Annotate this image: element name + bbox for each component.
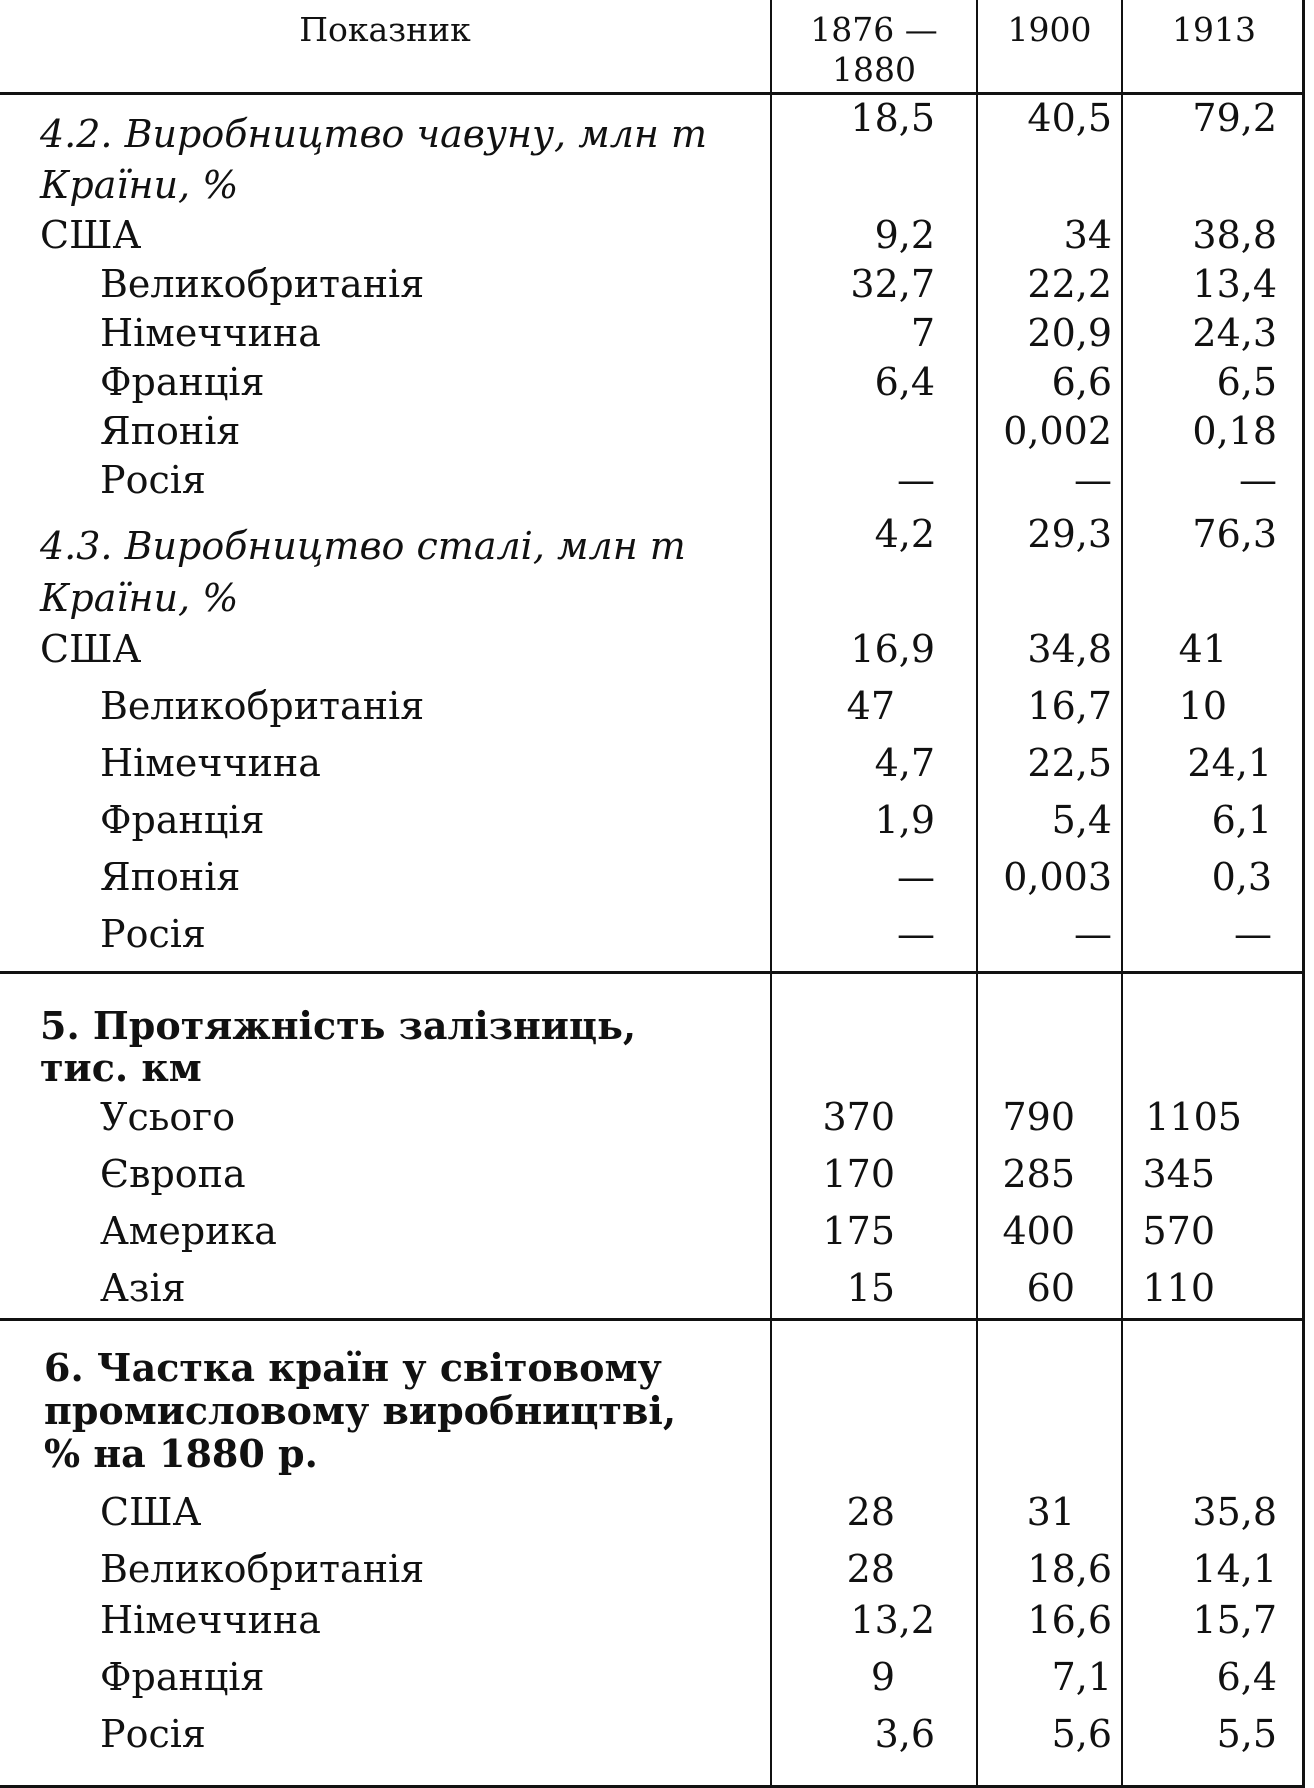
value-cell: 175 (822, 1209, 895, 1253)
table-row (0, 213, 1305, 265)
value-cell: 38,8 (1192, 213, 1277, 257)
value-cell: 3,6 (874, 1712, 935, 1756)
row-label: Японія (100, 855, 241, 899)
row-label: Азія (100, 1266, 186, 1310)
table-row (0, 684, 1305, 736)
value-cell: 28 (846, 1490, 895, 1534)
value-cell: 32,7 (850, 262, 935, 306)
section-title (44, 1346, 676, 1475)
value-cell: 13,2 (850, 1598, 935, 1642)
value-cell: — (1234, 912, 1272, 956)
value-cell: — (897, 458, 935, 502)
value-cell: 15 (846, 1266, 895, 1310)
table-row (0, 912, 1305, 964)
section-title-line1: 5. Протяжність залізниць, (40, 1003, 637, 1048)
table-row (0, 1266, 1305, 1318)
row-label: Росія (100, 912, 206, 956)
header-divider (0, 92, 1305, 95)
value-cell: 34 (1063, 213, 1112, 257)
value-cell: 22,2 (1027, 262, 1112, 306)
table-row (0, 360, 1305, 412)
value-cell: 60 (1026, 1266, 1075, 1310)
section-industrial-share-title-row (0, 1345, 1305, 1476)
value-cell: 345 (1142, 1152, 1215, 1196)
value-cell: 16,7 (1027, 684, 1112, 728)
value-cell: 7,1 (1051, 1655, 1112, 1699)
value-cell: 13,4 (1192, 262, 1277, 306)
value-cell: 400 (1002, 1209, 1075, 1253)
table-row (0, 1152, 1305, 1204)
value-cell: 15,7 (1192, 1598, 1277, 1642)
section-title-line2: тис. км (40, 1045, 202, 1090)
row-label: Франція (100, 798, 265, 842)
value-cell: 14,1 (1192, 1547, 1277, 1591)
value-cell: 110 (1142, 1266, 1215, 1310)
section-title: 4.2. Виробництво чавуну, млн т (40, 112, 708, 156)
value-cell: — (897, 855, 935, 899)
table-row (0, 1598, 1305, 1650)
value-cell: 285 (1002, 1152, 1075, 1196)
value-cell: 31 (1026, 1490, 1075, 1534)
value-cell: 0,18 (1192, 409, 1277, 453)
value-cell: 6,5 (1216, 360, 1277, 404)
table-row (0, 1490, 1305, 1542)
value-cell: 1,9 (874, 798, 935, 842)
value-cell: 0,002 (1003, 409, 1112, 453)
value-cell: 370 (822, 1095, 895, 1139)
value-cell: 16,6 (1027, 1598, 1112, 1642)
table-row (0, 1209, 1305, 1261)
value-cell: — (1074, 458, 1112, 502)
section-railways-title-row (0, 1003, 1305, 1090)
value-cell: 10 (1178, 684, 1227, 728)
value-cell: 9,2 (874, 213, 935, 257)
row-label: США (40, 627, 142, 671)
table-row (0, 311, 1305, 363)
value-cell: 5,5 (1216, 1712, 1277, 1756)
header-period-line1: 1876 — (810, 10, 938, 49)
section-divider (0, 971, 1305, 974)
table-row (0, 458, 1305, 510)
row-label: Великобританія (100, 262, 425, 306)
value-cell: 1105 (1145, 1095, 1242, 1139)
table-row (0, 855, 1305, 907)
table-row (0, 627, 1305, 679)
row-label: США (100, 1490, 202, 1534)
value-cell: 16,9 (850, 627, 935, 671)
row-label: Німеччина (100, 1598, 321, 1642)
header-1900: 1900 (1007, 10, 1092, 49)
value-cell: 18,6 (1027, 1547, 1112, 1591)
value-cell: 570 (1142, 1209, 1215, 1253)
row-label: Німеччина (100, 741, 321, 785)
table-row (0, 798, 1305, 850)
table-row (0, 1655, 1305, 1707)
countries-label-row (0, 163, 1305, 215)
section-divider (0, 1318, 1305, 1321)
value-cell: 29,3 (1027, 512, 1112, 556)
table-row (0, 741, 1305, 793)
value-cell: 41 (1178, 627, 1227, 671)
section-pig-iron-title-row (0, 96, 1305, 160)
value-cell: 5,6 (1051, 1712, 1112, 1756)
header-period-line2: 1880 (832, 50, 916, 89)
value-cell: — (1074, 912, 1112, 956)
table-row (0, 1712, 1305, 1764)
value-cell: 5,4 (1051, 798, 1112, 842)
header-1913: 1913 (1172, 10, 1256, 49)
section-title-line2: промисловому виробництві, (44, 1388, 677, 1433)
value-cell: 4,2 (874, 512, 935, 556)
section-title-line1: 6. Частка країн у світовому (44, 1345, 662, 1390)
row-label: Великобританія (100, 684, 425, 728)
value-cell: 20,9 (1027, 311, 1112, 355)
value-cell: 76,3 (1192, 512, 1277, 556)
row-label: Усього (100, 1095, 236, 1139)
value-cell: 790 (1002, 1095, 1075, 1139)
value-cell: 4,7 (874, 741, 935, 785)
value-cell: 24,3 (1192, 311, 1277, 355)
table-row (0, 409, 1305, 461)
row-label: Європа (100, 1152, 246, 1196)
value-cell: 0,003 (1003, 855, 1112, 899)
value-cell: 6,6 (1051, 360, 1112, 404)
row-label: Америка (100, 1209, 277, 1253)
table-row (0, 262, 1305, 314)
countries-label: Країни, % (40, 576, 239, 620)
value-cell: 9 (870, 1655, 895, 1699)
row-label: Японія (100, 409, 241, 453)
section-title-line3: % на 1880 р. (44, 1431, 318, 1476)
value-cell: — (897, 912, 935, 956)
value-cell: 6,1 (1211, 798, 1272, 842)
value-cell: 6,4 (874, 360, 935, 404)
value-cell: 40,5 (1027, 96, 1112, 140)
countries-label: Країни, % (40, 163, 239, 207)
section-title: 4.3. Виробництво сталі, млн т (40, 524, 686, 568)
value-cell: 6,4 (1216, 1655, 1277, 1699)
value-cell: 28 (846, 1547, 895, 1591)
value-cell: 79,2 (1192, 96, 1277, 140)
value-cell: 18,5 (850, 96, 935, 140)
header-indicator: Показник (299, 10, 471, 49)
row-label: Франція (100, 1655, 265, 1699)
row-label: Росія (100, 1712, 206, 1756)
value-cell: 35,8 (1192, 1490, 1277, 1534)
value-cell: 24,1 (1187, 741, 1272, 785)
section-title (40, 1005, 636, 1089)
value-cell: 7 (910, 311, 935, 355)
row-label: Німеччина (100, 311, 321, 355)
value-cell: 0,3 (1211, 855, 1272, 899)
table-row (0, 1095, 1305, 1147)
value-cell: 34,8 (1027, 627, 1112, 671)
value-cell: 170 (822, 1152, 895, 1196)
row-label: Франція (100, 360, 265, 404)
value-cell: — (1239, 458, 1277, 502)
table-row (0, 1547, 1305, 1599)
row-label: Росія (100, 458, 206, 502)
countries-label-row (0, 576, 1305, 628)
value-cell: 47 (846, 684, 895, 728)
row-label: Великобританія (100, 1547, 425, 1591)
section-steel-title-row (0, 512, 1305, 572)
row-label: США (40, 213, 142, 257)
header-period-1876-1880 (772, 10, 976, 90)
value-cell: 22,5 (1027, 741, 1112, 785)
